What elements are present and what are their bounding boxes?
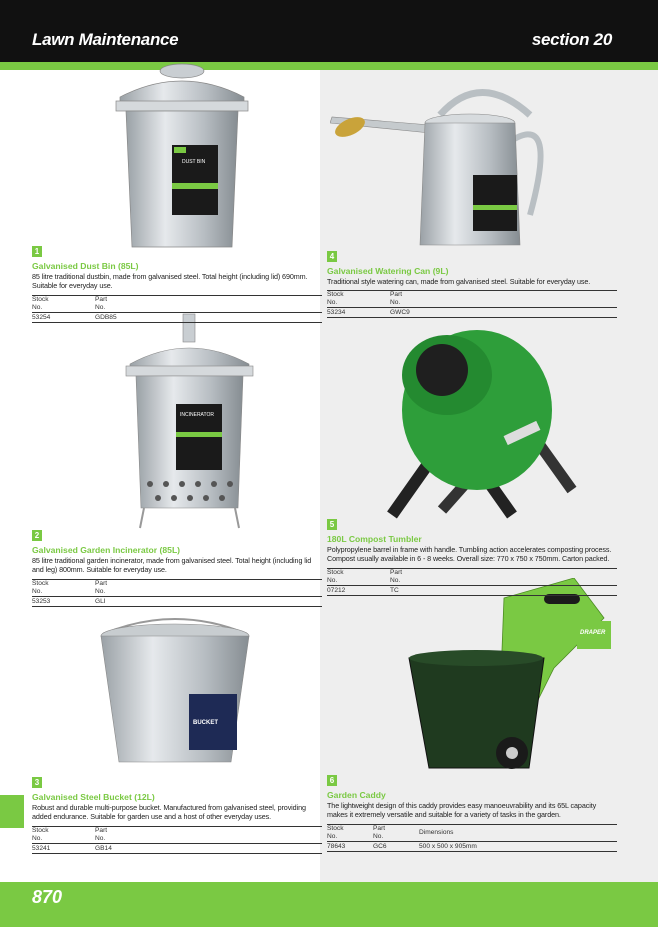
page-footer — [0, 882, 658, 927]
table-header-row — [32, 296, 322, 313]
part-number: TC — [390, 586, 399, 594]
product-description: Polypropylene barrel in frame with handle. Tumbling action accelerates composting process. Compost usually available in 6 - 8 weeks. Overall size: 770 x 750 x 750mm. Carton packed. — [327, 545, 612, 564]
product-description: The lightweight design of this caddy provides easy manoeuvrability and its 65L capacity makes it extremely versatile and suitable for a variety of tasks in the garden. — [327, 801, 597, 820]
incinerator-image — [122, 312, 257, 530]
watering-can-image — [330, 75, 555, 250]
part-label: Part — [390, 568, 403, 576]
product-number-badge: 3 — [32, 777, 42, 788]
table-row — [327, 586, 617, 596]
product-table — [327, 290, 617, 318]
part-label: Part — [95, 295, 108, 303]
stock-label: Stock — [327, 824, 344, 832]
product-garden-incinerator — [32, 525, 322, 607]
part-number: GB14 — [95, 844, 112, 852]
part-label: Part — [95, 579, 108, 587]
product-watering-can — [327, 246, 617, 318]
page-title: Lawn Maintenance — [32, 30, 179, 49]
product-table — [32, 295, 322, 323]
stock-label: Stock — [32, 295, 49, 303]
part-number: GWC9 — [390, 309, 410, 317]
product-number-badge: 6 — [327, 775, 337, 786]
part-no-label: No. — [95, 303, 106, 311]
part-label: Part — [95, 826, 108, 834]
product-number-badge: 2 — [32, 530, 42, 541]
stock-number: 53253 — [32, 597, 51, 605]
draper-logo-text: DRAPER — [580, 630, 606, 636]
table-row — [327, 308, 617, 318]
part-no-label: No. — [95, 587, 106, 595]
product-garden-caddy — [327, 770, 617, 852]
product-title: 180L Compost Tumbler — [327, 534, 422, 544]
part-label: Part — [373, 824, 386, 832]
product-table — [32, 826, 322, 854]
table-row — [327, 842, 617, 852]
product-description: Traditional style watering can, made from galvanised steel. Suitable for everyday use. — [327, 277, 591, 286]
draper-logo-badge — [577, 621, 611, 649]
stock-number: 07212 — [327, 586, 346, 594]
stock-no-label: No. — [32, 587, 43, 595]
product-description: 85 litre traditional dustbin, made from galvanised steel. Total height (including lid) 690mm. Suitable for everyday use. — [32, 272, 308, 291]
part-no-label: No. — [390, 299, 401, 307]
product-title: Galvanised Watering Can (9L) — [327, 266, 449, 276]
dimensions-value: 500 x 500 x 905mm — [419, 842, 477, 850]
product-number-badge: 5 — [327, 519, 337, 530]
product-number-badge: 1 — [32, 246, 42, 257]
part-no-label: No. — [390, 576, 401, 584]
stock-label: Stock — [327, 291, 344, 299]
stock-no-label: No. — [327, 832, 338, 840]
product-steel-bucket — [32, 772, 322, 854]
stock-label: Stock — [32, 579, 49, 587]
stock-no-label: No. — [32, 303, 43, 311]
header-accent-strip — [0, 62, 658, 70]
stock-number: 53241 — [32, 844, 51, 852]
part-number: GC6 — [373, 842, 387, 850]
part-number: GLI — [95, 597, 106, 605]
stock-label: Stock — [32, 826, 49, 834]
section-side-tab — [0, 795, 24, 828]
garden-caddy-image — [404, 578, 614, 778]
dust-bin-image — [112, 55, 252, 255]
table-header-row — [327, 569, 617, 586]
table-header-row — [327, 825, 617, 842]
product-table — [327, 824, 617, 852]
product-description: Robust and durable multi-purpose bucket. Manufactured from galvanised steel, providing added endurance. Suitable for garden use and a host of other everyday uses. — [32, 803, 306, 822]
part-number: GDB85 — [95, 313, 117, 321]
stock-no-label: No. — [327, 576, 338, 584]
part-no-label: No. — [373, 832, 384, 840]
product-title: Galvanised Garden Incinerator (85L) — [32, 545, 181, 555]
bucket-label-text: BUCKET — [193, 720, 218, 726]
product-table — [327, 568, 617, 596]
stock-label: Stock — [327, 568, 344, 576]
part-no-label: No. — [95, 834, 106, 842]
product-table — [32, 579, 322, 607]
product-title: Galvanised Dust Bin (85L) — [32, 261, 139, 271]
stock-no-label: No. — [327, 299, 338, 307]
compost-tumbler-image — [372, 310, 588, 520]
product-title: Garden Caddy — [327, 790, 386, 800]
bin-label-text: DUST BIN — [182, 159, 206, 165]
part-label: Part — [390, 291, 403, 299]
table-header-row — [327, 291, 617, 308]
product-compost-tumbler — [327, 514, 617, 596]
stock-number: 78643 — [327, 842, 346, 850]
stock-number: 53254 — [32, 313, 51, 321]
product-description: 85 litre traditional garden incinerator, made from galvanised steel. Total height (including lid and leg) 800mm. Suitable for everyday use. — [32, 556, 312, 575]
page-number: 870 — [32, 887, 63, 907]
dimensions-label: Dimensions — [419, 828, 454, 836]
stock-number: 53234 — [327, 309, 346, 317]
product-dust-bin — [32, 241, 322, 323]
incinerator-label-text: INCINERATOR — [180, 412, 214, 418]
section-label: section 20 — [531, 30, 612, 49]
table-row — [32, 313, 322, 323]
table-row — [32, 844, 322, 854]
table-row — [32, 597, 322, 607]
stock-no-label: No. — [32, 834, 43, 842]
product-number-badge: 4 — [327, 251, 337, 262]
product-title: Galvanised Steel Bucket (12L) — [32, 792, 155, 802]
table-header-row — [32, 580, 322, 597]
steel-bucket-image — [93, 614, 258, 769]
table-header-row — [32, 827, 322, 844]
